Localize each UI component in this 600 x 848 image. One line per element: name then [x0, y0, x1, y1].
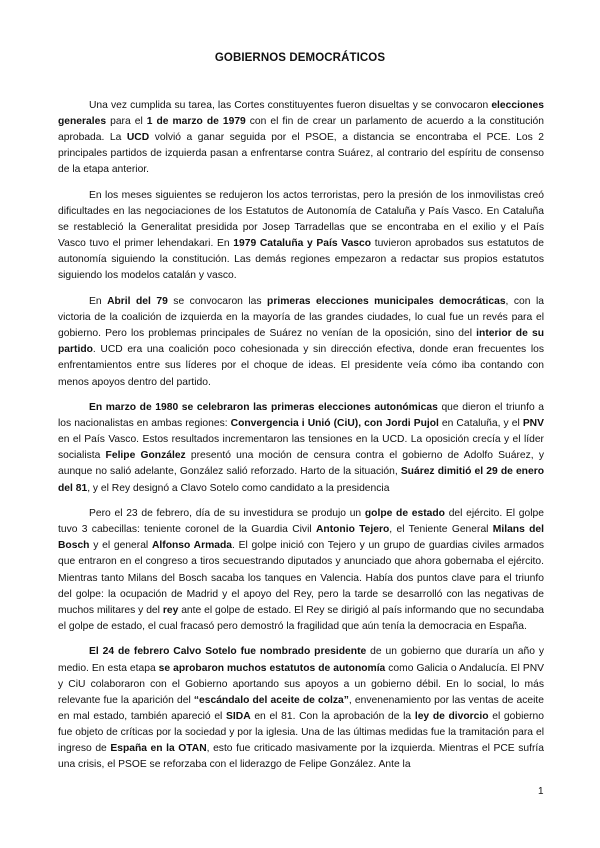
page-number: 1 [538, 786, 544, 797]
page-title: GOBIERNOS DEMOCRÁTICOS [214, 52, 386, 64]
bold-text: UCD [126, 132, 150, 144]
text-run: ante el golpe de estado. El Rey se dirigió al país informando que no secundaba el golpe de estado, el cual fracasó pero demostró la fragilidad que aún tenía la democracia en España. [58, 604, 544, 632]
text-run: para el [106, 116, 147, 128]
bold-text: Abril del 79 [107, 296, 168, 308]
bold-text: Suárez dimitió el 29 de enero del 81 [58, 466, 544, 494]
paragraph [58, 294, 544, 391]
bold-text: Felipe González [105, 450, 186, 462]
text-run: . UCD era una coalición poco cohesionada y sin dirección efectiva, donde eran frecuentes los enfrentamientos entre sus líderes por el choque de ideas. El presidente veía cómo iba contando con menos apoyos dentro del partido. [58, 344, 544, 388]
text-run: , envenenamiento por las ventas de aceite en mal estado, también apareció el [58, 694, 544, 722]
text-run: volvió a ganar seguida por el PSOE, a distancia se encontraba el PCE. Los 2 principales partidos de izquierda pasan a enfrentarse contra Suárez, al contrario del espíritu de consenso de la etapa anterior. [58, 132, 544, 176]
text-run: con el fin de crear un parlamento de acuerdo a la constitución aprobada. La [58, 116, 545, 144]
text-run: , esto fue criticado masivamente por la izquierda. Mientras el PCE sufría una crisis, el PSOE se reforzaba con el liderazgo de Felipe González. Ante la [58, 742, 544, 771]
document-body [58, 98, 544, 783]
bold-text: SIDA [226, 710, 251, 722]
text-run: , el Teniente General [389, 524, 493, 536]
text-run: y el general [89, 540, 152, 552]
text-run: tuvieron aprobados sus estatutos de autonomía siguiendo la constitución. Las demás regiones empezaron a redactar sus propios estatutos siguiendo los modelos catalán y vasco. [58, 238, 544, 282]
paragraph [58, 506, 544, 635]
bold-text: Milans del Bosch [58, 524, 544, 552]
paragraph [58, 98, 544, 178]
bold-text: se aprobaron muchos estatutos de autonomía [158, 662, 386, 674]
paragraph [58, 644, 544, 773]
text-run: del ejército. El golpe tuvo 3 cabecillas: teniente coronel de la Guardia Civil [58, 508, 544, 536]
text-run: en el 81. Con la aprobación de la [250, 710, 415, 722]
text-run: En [89, 296, 108, 308]
paragraph [58, 400, 544, 497]
bold-text: 1 de marzo de 1979 [146, 116, 246, 128]
text-run: . El golpe inició con Tejero y un grupo de guardias civiles armados que entraron en el congreso a tiros secuestrando diputados y anunciado que ahora gobernaba el ejército. Mientras tanto Milans del Bosch sacaba los tanques en Valencia. Había dos puntos clave para el triunfo del golpe: la ocupación de Madrid y el apoyo del Rey, pero la tarde se desarrolló con las negativas de muchos militares y del [58, 540, 544, 616]
text-run: presentó una moción de censura contra el gobierno de Adolfo Suárez, y aunque no salió adelante, González salió reforzado. Harto de la situación, [58, 450, 544, 478]
text-run: En los meses siguientes se redujeron los actos terroristas, pero la presión de los inmovilistas creó dificultades en las negociaciones de los Estatutos de Autonomía de Cataluña y País Vasco. En Cataluña se restableció la Generalitat presidida por Josep Tarradellas que se encontraba en el exilio y el País Vasco tuvo el primer lehendakari. En [58, 189, 544, 250]
paragraph [58, 188, 544, 285]
bold-text: Alfonso Armada [151, 540, 232, 552]
text-run: que dieron el triunfo a los nacionalistas en ambas regiones: [58, 402, 544, 430]
bold-text: golpe de estado [364, 508, 445, 520]
text-run: se convocaron las [167, 296, 268, 308]
bold-text: 1979 Cataluña y País Vasco [233, 238, 372, 250]
text-run: el gobierno fue objeto de críticas por la sociedad y por la iglesia. Una de las últimas medidas fue la tramitación para el ingreso de [58, 710, 545, 754]
text-run: , y el Rey designó a Clavo Sotelo como candidato a la presidencia [87, 482, 390, 494]
text-run: Una vez cumplida su tarea, las Cortes constituyentes fueron disueltas y se convocaron [89, 100, 492, 111]
bold-text: PNV [522, 418, 544, 430]
bold-text: Antonio Tejero [315, 524, 390, 536]
text-run: como Galicia o Andalucía. El PNV y CiU colaboraron con el Gobierno aportando sus apoyos a un gobierno débil. En lo social, lo más relevante fue la aparición del [58, 662, 544, 706]
bold-text: ley de divorcio [414, 710, 489, 722]
text-run: de un gobierno que duraría un año y medio. En esta etapa [58, 646, 544, 674]
text-run: en Cataluña, y el [438, 418, 523, 430]
bold-text: primeras elecciones municipales democráticas [267, 296, 506, 308]
bold-text: España en la OTAN [110, 742, 207, 754]
bold-text: rey [162, 604, 179, 616]
text-run: en el País Vasco. Estos resultados incrementaron las tensiones en la UCD. La oposición crecía y el líder socialista [58, 434, 544, 462]
bold-text: “escándalo del aceite de colza” [193, 694, 349, 706]
text-run: , con la victoria de la coalición de izquierda en la mayoría de las grandes ciudades, lo cual fue un revés para el gobierno. Pero los problemas principales de Suárez no venían de la oposición, sino del [58, 296, 544, 340]
bold-text: En marzo de 1980 se celebraron las primeras elecciones autonómicas [89, 402, 438, 414]
bold-text: El 24 de febrero Calvo Sotelo fue nombrado presidente [89, 646, 367, 658]
bold-text: elecciones generales [58, 100, 544, 128]
text-run: Pero el 23 de febrero, día de su investidura se produjo un [89, 508, 365, 520]
bold-text: interior de su partido [58, 328, 544, 356]
bold-text: Convergencia i Unió (CiU), con Jordi Pujol [230, 418, 439, 430]
